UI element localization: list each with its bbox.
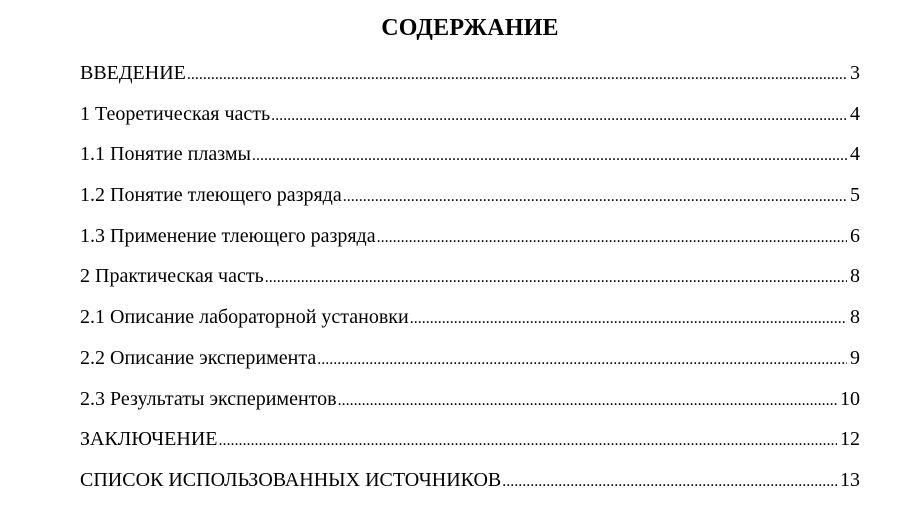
toc-title: СОДЕРЖАНИЕ: [381, 15, 559, 41]
toc-entry-label: 2.2 Описание эксперимента: [80, 346, 317, 369]
toc-entry-practical-part: [80, 261, 860, 302]
toc-entry-glow-discharge-application: [80, 221, 860, 262]
toc-entry-label: СПИСОК ИСПОЛЬЗОВАННЫХ ИСТОЧНИКОВ: [80, 468, 502, 491]
toc-entry-label: ЗАКЛЮЧЕНИЕ: [80, 428, 218, 451]
toc-entry-glow-discharge-concept: [80, 180, 860, 221]
toc-entry-label: 1.2 Понятие тлеющего разряда: [80, 184, 342, 207]
toc-entry-page-number: 6: [850, 224, 860, 247]
toc-entry-page-number: 13: [840, 468, 860, 491]
dot-leader: [343, 182, 847, 212]
dot-leader: [218, 426, 837, 456]
toc-entry-page-number: 8: [850, 306, 860, 329]
toc-entry-page-number: 5: [850, 184, 860, 207]
dot-leader: [187, 60, 847, 90]
toc-entry-page-number: 10: [840, 387, 860, 410]
toc-entry-introduction: [80, 58, 860, 99]
table-of-contents: [80, 58, 860, 506]
toc-entry-page-number: 12: [840, 428, 860, 451]
toc-entry-conclusion: [80, 424, 860, 465]
dot-leader: [377, 223, 847, 253]
toc-entry-page-number: 9: [850, 346, 860, 369]
toc-entry-page-number: 8: [850, 265, 860, 288]
dot-leader: [265, 263, 847, 293]
toc-entry-label: 2.1 Описание лабораторной установки: [80, 306, 409, 329]
toc-entry-experiment-results: [80, 384, 860, 425]
dot-leader: [317, 345, 847, 375]
dot-leader: [410, 304, 847, 334]
toc-entry-references: [80, 465, 860, 506]
dot-leader: [502, 467, 837, 497]
toc-entry-page-number: 4: [850, 102, 860, 125]
toc-entry-lab-setup-description: [80, 302, 860, 343]
toc-entry-label: 1.3 Применение тлеющего разряда: [80, 224, 376, 247]
toc-entry-label: 1.1 Понятие плазмы: [80, 143, 251, 166]
toc-entry-page-number: 4: [850, 143, 860, 166]
toc-entry-experiment-description: [80, 343, 860, 384]
toc-entry-label: ВВЕДЕНИЕ: [80, 62, 186, 84]
toc-entry-label: 2.3 Результаты экспериментов: [80, 387, 337, 410]
toc-entry-theoretical-part: [80, 99, 860, 140]
toc-entry-label: 1 Теоретическая часть: [80, 102, 271, 125]
dot-leader: [252, 141, 847, 171]
toc-entry-page-number: 3: [850, 62, 860, 84]
toc-entry-plasma-concept: [80, 139, 860, 180]
toc-entry-label: 2 Практическая часть: [80, 265, 264, 288]
dot-leader: [271, 101, 847, 131]
dot-leader: [338, 386, 837, 416]
